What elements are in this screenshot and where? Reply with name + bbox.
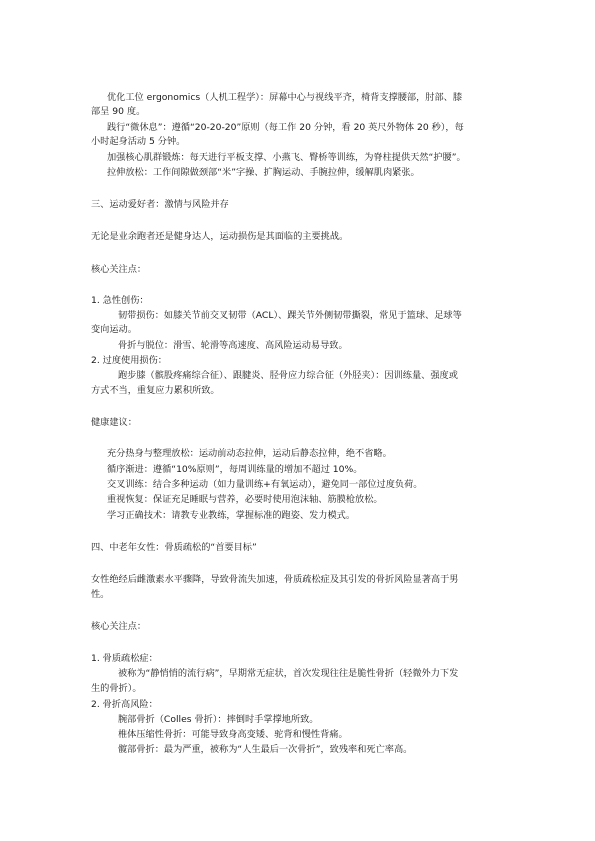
section3-item1-line1: 韧带损伤：如膝关节前交叉韧带（ACL）、踝关节外侧韧带撕裂，常见于篮球、足球等: [118, 310, 462, 321]
section4-intro-line1: 女性绝经后雌激素水平骤降，导致骨流失加速，骨质疏松症及其引发的骨折风险显著高于男: [91, 574, 459, 585]
section4-intro-line2: 性。: [91, 589, 110, 600]
section3-advice-cross-training: 交叉训练：结合多种运动（如力量训练+有氧运动），避免同一部位过度负荷。: [107, 479, 423, 490]
tip-stretching: 拉伸放松：工作间隙做颈部“米”字操、扩胸运动、手腕拉伸，缓解肌肉紧张。: [107, 167, 420, 178]
section4-item2-title: 2. 骨折高风险：: [91, 699, 158, 710]
tip-microbreak-line1: 践行“微休息”：遵循“20-20-20”原则（每工作 20 分钟，看 20 英尺外物体 20 秒），每: [107, 122, 464, 133]
section3-item2-title: 2. 过度使用损伤：: [91, 355, 167, 366]
section4-item2-line2: 椎体压缩性骨折：可能导致身高变矮、驼背和慢性背痛。: [118, 729, 348, 740]
section3-advice-warmup: 充分热身与整理放松：运动前动态拉伸，运动后静态拉伸，绝不省略。: [107, 448, 392, 459]
section3-item1-line3: 骨折与脱位：滑雪、轮滑等高速度、高风险运动易导致。: [118, 340, 348, 351]
section4-item1-line1: 被称为“静悄悄的流行病”，早期常无症状，首次发现往往是脆性骨折（轻微外力下发: [118, 668, 459, 679]
section3-item2-line1: 跑步膝（髌股疼痛综合征）、跟腱炎、胫骨应力综合征（外胫夹）：因训练量、强度或: [118, 370, 458, 381]
tip-microbreak-line2: 小时起身活动 5 分钟。: [91, 136, 186, 147]
section4-item2-line3: 髋部骨折：最为严重，被称为“人生最后一次骨折”，致残率和死亡率高。: [118, 744, 413, 755]
section4-item1-line2: 生的骨折）。: [91, 683, 142, 694]
section3-intro: 无论是业余跑者还是健身达人，运动损伤是其面临的主要挑战。: [91, 231, 349, 242]
section3-advice-recovery: 重视恢复：保证充足睡眠与营养，必要时使用泡沫轴、筋膜枪放松。: [107, 494, 383, 505]
section3-advice-progressive: 循序渐进：遵循“10%原则”，每周训练量的增加不超过 10%。: [107, 464, 363, 475]
tip-ergonomics-line1: 优化工位 ergonomics（人机工程学）：屏幕中心与视线平齐，椅背支撑腰部，肘部、膝: [107, 92, 463, 103]
section3-item1-title: 1. 急性创伤：: [91, 295, 149, 306]
section3-advice-label: 健康建议：: [91, 417, 137, 428]
section3-advice-technique: 学习正确技术：请教专业教练，掌握标准的跑姿、发力模式。: [107, 510, 356, 521]
section3-focus-label: 核心关注点：: [91, 264, 147, 275]
section4-item1-title: 1. 骨质疏松症：: [91, 653, 158, 664]
section3-item2-line2: 方式不当，重复应力累积所致。: [91, 385, 220, 396]
section4-focus-label: 核心关注点：: [91, 621, 147, 632]
section3-heading: 三、运动爱好者：激情与风险并存: [91, 199, 229, 210]
tip-ergonomics-line2: 部呈 90 度。: [91, 106, 146, 117]
tip-core-training: 加强核心肌群锻炼：每天进行平板支撑、小燕飞、臀桥等训练，为脊柱提供天然“护腰”。: [107, 152, 466, 163]
section3-item1-line2: 变向运动。: [91, 324, 137, 335]
section4-heading: 四、中老年女性：骨质疏松的“首要目标”: [91, 542, 257, 553]
section4-item2-line1: 腕部骨折（Colles 骨折）：摔倒时手掌撑地所致。: [118, 714, 319, 725]
